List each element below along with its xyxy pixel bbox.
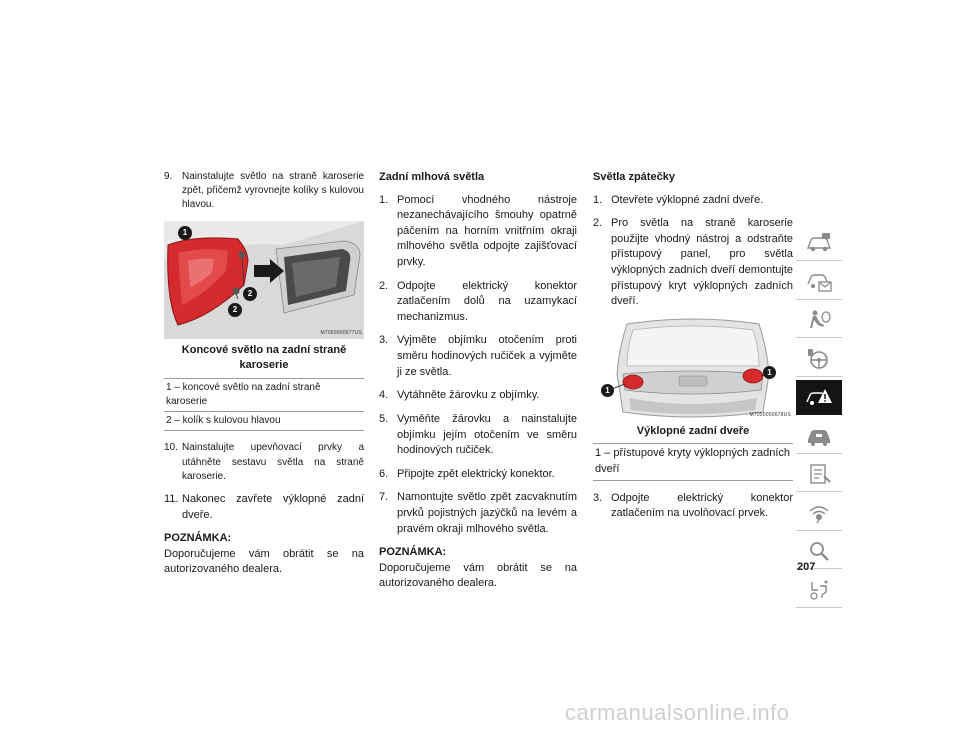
chapter-tabs (796, 226, 842, 611)
step-text: Odpojte elektrický konektor zatlačením na uvolňovací prvek. (611, 491, 793, 520)
roadside-warning-icon (804, 385, 834, 409)
step-6 (379, 467, 577, 483)
note-text: Doporučujeme vám obrátit se na autorizovaného dealera. (164, 547, 364, 576)
note-heading: POZNÁMKA: (379, 546, 447, 559)
step-1 (593, 193, 793, 209)
legend-divider (164, 430, 364, 431)
step-text: Nainstalujte světlo na straně karoserie zpět, přičemž vyrovnejte kolíky s kulovou hlavou. (182, 171, 364, 211)
tab-safety[interactable] (796, 303, 842, 338)
step-text: Nainstalujte upevňovací prvky a utáhněte sestavu světla na straně karoserie. (182, 442, 364, 482)
step-text: Odpojte elektrický konektor zatlačením dolů na uzamykací mechanizmus. (397, 279, 577, 323)
column-middle (379, 170, 577, 592)
page-number: 207 (797, 561, 816, 573)
step-3 (379, 333, 577, 380)
step-10 (164, 441, 364, 484)
language-icon (804, 578, 834, 602)
step-number: 1. (593, 193, 603, 206)
car-service-icon (804, 424, 834, 448)
liftgate-figure (593, 318, 793, 420)
step-3 (593, 491, 793, 522)
legend-row: 1 – přístupové kryty výklopných zadních dveří (593, 443, 793, 479)
tab-servicing[interactable] (796, 419, 842, 454)
step-1 (379, 193, 577, 271)
tab-getting-to-know[interactable] (796, 265, 842, 300)
legend-divider (593, 480, 793, 481)
step-9 (164, 170, 364, 213)
step-7 (379, 490, 577, 537)
step-text: Pomocí vhodného nástroje nezanechávajícího šmouhy opatrně páčením na horním vnitřním okraji mlhového světla odpojte zajišťovací prvky. (397, 193, 577, 269)
legend-row: 2 – kolík s kulovou hlavou (164, 411, 364, 430)
note-text: Doporučujeme vám obrátit se na autorizovaného dealera. (379, 561, 577, 590)
step-2 (379, 279, 577, 326)
note-heading: POZNÁMKA: (164, 532, 232, 545)
step-2 (593, 216, 793, 310)
tab-introduction[interactable] (796, 226, 842, 261)
specifications-list-icon (804, 462, 834, 486)
watermark: carmanualsonline.info (565, 700, 790, 725)
step-5 (379, 412, 577, 459)
step-11 (164, 492, 364, 523)
step-number: 11. (164, 492, 179, 505)
taillight-figure (164, 221, 364, 339)
steering-wheel-icon (804, 347, 834, 371)
callout-1: 1 (178, 226, 192, 240)
tab-multimedia[interactable] (796, 496, 842, 531)
callout-2-upper: 2 (243, 287, 257, 301)
figure-caption: Koncové světlo na zadní straně karoserie (181, 343, 347, 372)
step-number: 6. (379, 467, 389, 480)
step-number: 2. (379, 279, 389, 292)
section-heading: Zadní mlhová světla (379, 171, 485, 183)
tab-language[interactable] (796, 573, 842, 608)
callout-1-right: 1 (763, 366, 776, 379)
figure-code: M7050000677US (320, 330, 362, 337)
callout-1-left: 1 (601, 384, 614, 397)
callout-2-lower: 2 (228, 303, 242, 317)
car-dashboard-icon (804, 231, 834, 255)
column-right (593, 170, 793, 530)
step-number: 3. (379, 334, 389, 347)
tab-starting-operating[interactable] (796, 342, 842, 377)
step-text: Pro světla na straně karoserie použijte vhodný nástroj a odstraňte přístupový panel, pro světla výklopných zadních dveří demontujte přístupový kryt výklopných zadních dveří. (611, 217, 793, 308)
step-number: 3. (593, 491, 603, 504)
step-number: 4. (379, 389, 389, 402)
step-text: Otevřete výklopné zadní dveře. (611, 193, 764, 206)
step-text: Připojte zpět elektrický konektor. (397, 467, 555, 480)
step-number: 2. (593, 217, 603, 230)
safety-airbag-icon (804, 308, 834, 332)
step-text: Namontujte světlo zpět zacvaknutím prvků pojistných jazýčků na levém a pravém okraji mlhového světla. (397, 491, 577, 535)
step-text: Vytáhněte žárovku z objímky. (397, 389, 540, 402)
tab-in-case-of-emergency[interactable] (796, 380, 842, 415)
taillight-illustration (164, 221, 364, 339)
step-text: Vyměňte žárovku a nainstalujte objímku jejím otočením ve směru hodinových ručiček. (397, 412, 577, 457)
column-left (164, 170, 364, 578)
step-number: 5. (379, 412, 389, 425)
step-text: Nakonec zavřete výklopné zadní dveře. (182, 492, 364, 521)
legend-row: 1 – koncové světlo na zadní straně karoserie (164, 378, 364, 411)
multimedia-icon (804, 501, 834, 525)
section-heading: Světla zpátečky (593, 171, 675, 183)
step-number: 1. (379, 193, 389, 206)
figure-code: M7050000678US (749, 411, 791, 418)
step-number: 9. (164, 171, 173, 182)
step-4 (379, 388, 577, 404)
step-text: Vyjměte objímku otočením proti směru hodinových ručiček a vyjměte ji ze světla. (397, 334, 577, 378)
step-number: 7. (379, 491, 389, 504)
tab-specifications[interactable] (796, 457, 842, 492)
step-number: 10. (164, 442, 178, 454)
car-envelope-icon (804, 270, 834, 294)
figure-caption: Výklopné zadní dveře (636, 424, 750, 437)
